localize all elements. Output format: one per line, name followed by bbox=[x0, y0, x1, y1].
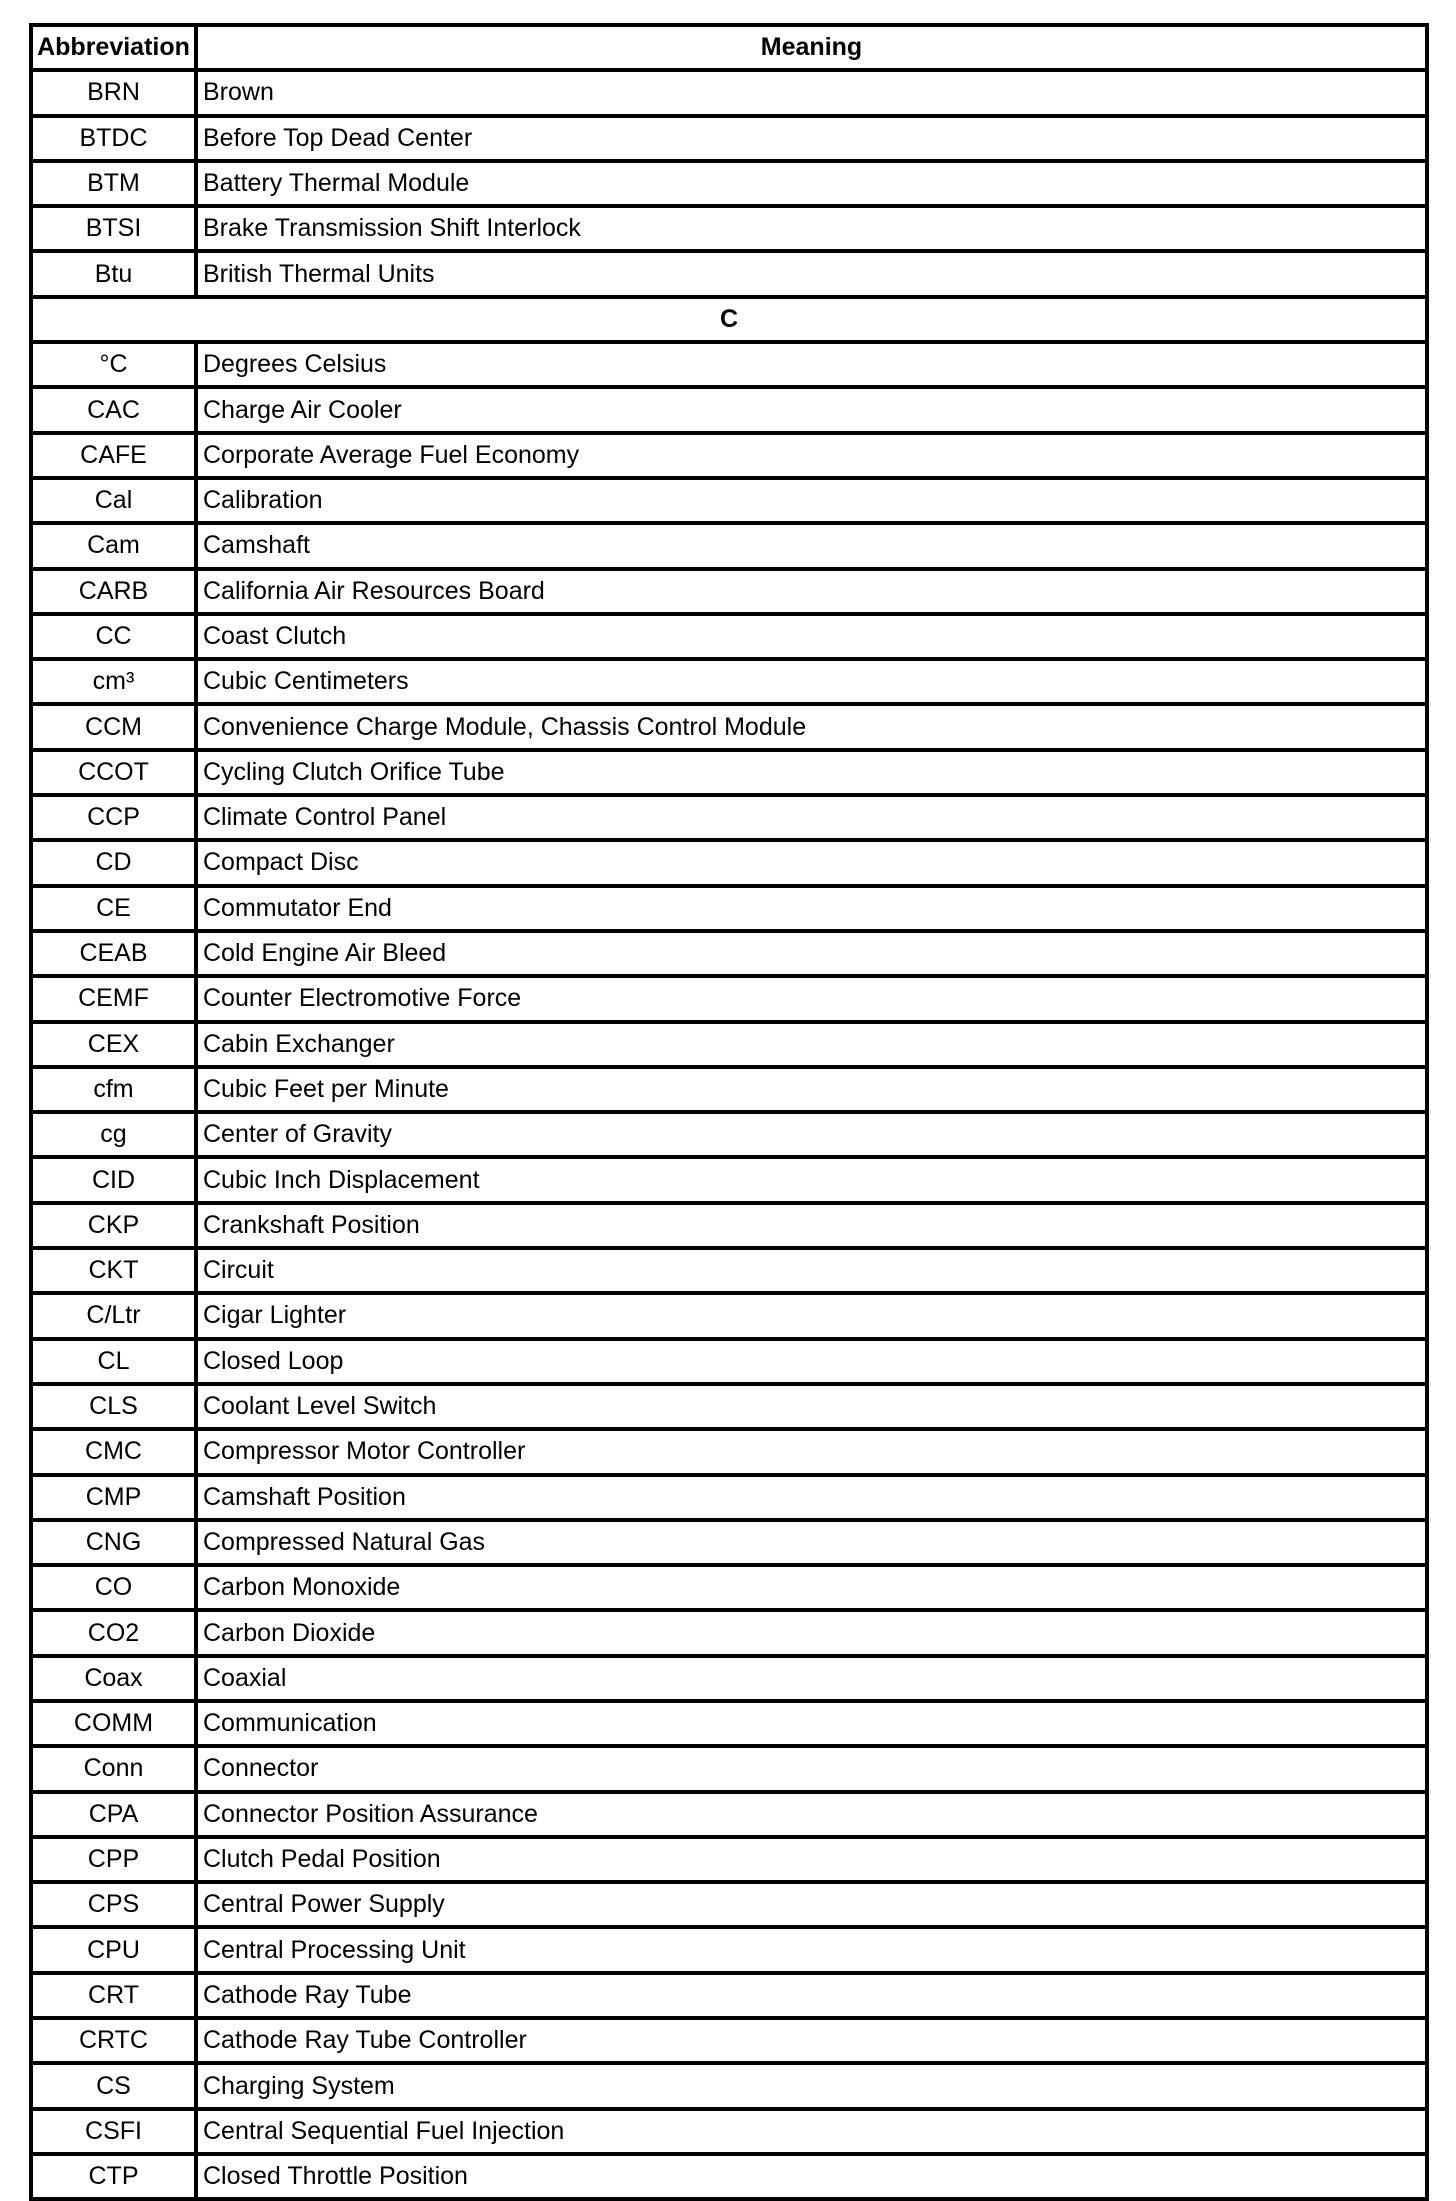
meaning-cell: Charging System bbox=[196, 2063, 1427, 2108]
table-row bbox=[31, 478, 1427, 523]
abbreviation-cell: CPS bbox=[31, 1882, 196, 1927]
abbreviation-cell: CID bbox=[31, 1157, 196, 1202]
table-row bbox=[31, 1792, 1427, 1837]
table-row bbox=[31, 523, 1427, 568]
table-row bbox=[31, 659, 1427, 704]
meaning-cell: Coaxial bbox=[196, 1656, 1427, 1701]
table-row bbox=[31, 161, 1427, 206]
meaning-cell: Compressed Natural Gas bbox=[196, 1520, 1427, 1565]
abbreviation-cell: CCM bbox=[31, 704, 196, 749]
abbreviation-cell: CMC bbox=[31, 1429, 196, 1474]
table-row bbox=[31, 387, 1427, 432]
abbreviation-table bbox=[29, 23, 1429, 2201]
meaning-cell: Circuit bbox=[196, 1248, 1427, 1293]
table-row bbox=[31, 1656, 1427, 1701]
abbreviation-cell: C/Ltr bbox=[31, 1293, 196, 1338]
meaning-cell: Compact Disc bbox=[196, 840, 1427, 885]
meaning-cell: Connector Position Assurance bbox=[196, 1792, 1427, 1837]
abbreviation-cell: CTP bbox=[31, 2154, 196, 2199]
table-row bbox=[31, 1927, 1427, 1972]
abbreviation-cell: Btu bbox=[31, 251, 196, 296]
meaning-cell: Brown bbox=[196, 70, 1427, 115]
table-row bbox=[31, 206, 1427, 251]
table-row bbox=[31, 1203, 1427, 1248]
table-row bbox=[31, 1565, 1427, 1610]
section-header-row bbox=[31, 297, 1427, 342]
table-row bbox=[31, 840, 1427, 885]
table-row bbox=[31, 1746, 1427, 1791]
table-row bbox=[31, 1475, 1427, 1520]
table-row bbox=[31, 342, 1427, 387]
abbreviation-cell: CAC bbox=[31, 387, 196, 432]
abbreviation-cell: CPU bbox=[31, 1927, 196, 1972]
table-row bbox=[31, 1837, 1427, 1882]
abbreviation-cell: Conn bbox=[31, 1746, 196, 1791]
meaning-cell: Camshaft Position bbox=[196, 1475, 1427, 1520]
table-row bbox=[31, 1429, 1427, 1474]
table-row bbox=[31, 70, 1427, 115]
table-row bbox=[31, 569, 1427, 614]
meaning-cell: Center of Gravity bbox=[196, 1112, 1427, 1157]
meaning-cell: Compressor Motor Controller bbox=[196, 1429, 1427, 1474]
abbreviation-cell: CC bbox=[31, 614, 196, 659]
meaning-cell: Commutator End bbox=[196, 886, 1427, 931]
abbreviation-cell: CRTC bbox=[31, 2018, 196, 2063]
table-row bbox=[31, 251, 1427, 296]
meaning-cell: Central Power Supply bbox=[196, 1882, 1427, 1927]
abbreviation-cell: CAFE bbox=[31, 433, 196, 478]
abbreviation-cell: Cal bbox=[31, 478, 196, 523]
table-row bbox=[31, 976, 1427, 1021]
table-header-row bbox=[31, 25, 1427, 70]
table-row bbox=[31, 1701, 1427, 1746]
abbreviation-cell: CMP bbox=[31, 1475, 196, 1520]
meaning-cell: British Thermal Units bbox=[196, 251, 1427, 296]
meaning-cell: Closed Loop bbox=[196, 1339, 1427, 1384]
table-row bbox=[31, 614, 1427, 659]
section-letter: C bbox=[31, 297, 1427, 342]
meaning-cell: Charge Air Cooler bbox=[196, 387, 1427, 432]
abbreviation-cell: BTSI bbox=[31, 206, 196, 251]
abbreviation-cell: CO2 bbox=[31, 1610, 196, 1655]
abbreviation-column-header: Abbreviation bbox=[31, 25, 196, 70]
table-row bbox=[31, 1973, 1427, 2018]
table-row bbox=[31, 1384, 1427, 1429]
abbreviation-cell: BRN bbox=[31, 70, 196, 115]
abbreviation-cell: °C bbox=[31, 342, 196, 387]
meaning-cell: Brake Transmission Shift Interlock bbox=[196, 206, 1427, 251]
meaning-cell: Degrees Celsius bbox=[196, 342, 1427, 387]
table-row bbox=[31, 1157, 1427, 1202]
meaning-cell: Convenience Charge Module, Chassis Control Module bbox=[196, 704, 1427, 749]
table-row bbox=[31, 1067, 1427, 1112]
table-row bbox=[31, 886, 1427, 931]
abbreviation-cell: CSFI bbox=[31, 2109, 196, 2154]
table-row bbox=[31, 1339, 1427, 1384]
meaning-cell: Cathode Ray Tube Controller bbox=[196, 2018, 1427, 2063]
table-row bbox=[31, 116, 1427, 161]
abbreviation-cell: CKT bbox=[31, 1248, 196, 1293]
meaning-cell: Central Sequential Fuel Injection bbox=[196, 2109, 1427, 2154]
meaning-cell: Before Top Dead Center bbox=[196, 116, 1427, 161]
abbreviation-cell: CEMF bbox=[31, 976, 196, 1021]
abbreviation-cell: Coax bbox=[31, 1656, 196, 1701]
meaning-cell: Cold Engine Air Bleed bbox=[196, 931, 1427, 976]
meaning-cell: California Air Resources Board bbox=[196, 569, 1427, 614]
meaning-cell: Central Processing Unit bbox=[196, 1927, 1427, 1972]
abbreviation-cell: CEX bbox=[31, 1022, 196, 1067]
meaning-cell: Cubic Centimeters bbox=[196, 659, 1427, 704]
table-row bbox=[31, 1248, 1427, 1293]
meaning-cell: Camshaft bbox=[196, 523, 1427, 568]
abbreviation-cell: CD bbox=[31, 840, 196, 885]
table-row bbox=[31, 1112, 1427, 1157]
abbreviation-cell: CKP bbox=[31, 1203, 196, 1248]
table-row bbox=[31, 1520, 1427, 1565]
meaning-cell: Climate Control Panel bbox=[196, 795, 1427, 840]
abbreviation-cell: COMM bbox=[31, 1701, 196, 1746]
meaning-cell: Counter Electromotive Force bbox=[196, 976, 1427, 1021]
meaning-cell: Carbon Dioxide bbox=[196, 1610, 1427, 1655]
abbreviation-cell: CEAB bbox=[31, 931, 196, 976]
meaning-cell: Connector bbox=[196, 1746, 1427, 1791]
abbreviation-cell: CNG bbox=[31, 1520, 196, 1565]
table-row bbox=[31, 433, 1427, 478]
meaning-cell: Cigar Lighter bbox=[196, 1293, 1427, 1338]
table-row bbox=[31, 2154, 1427, 2199]
abbreviation-cell: Cam bbox=[31, 523, 196, 568]
table-row bbox=[31, 1882, 1427, 1927]
table-row bbox=[31, 1293, 1427, 1338]
meaning-cell: Clutch Pedal Position bbox=[196, 1837, 1427, 1882]
abbreviation-cell: BTDC bbox=[31, 116, 196, 161]
meaning-cell: Cycling Clutch Orifice Tube bbox=[196, 750, 1427, 795]
meaning-cell: Coolant Level Switch bbox=[196, 1384, 1427, 1429]
abbreviation-cell: cg bbox=[31, 1112, 196, 1157]
meaning-cell: Cubic Feet per Minute bbox=[196, 1067, 1427, 1112]
table-row bbox=[31, 750, 1427, 795]
abbreviation-cell: CPP bbox=[31, 1837, 196, 1882]
abbreviation-cell: CL bbox=[31, 1339, 196, 1384]
abbreviation-cell: cfm bbox=[31, 1067, 196, 1112]
meaning-cell: Cabin Exchanger bbox=[196, 1022, 1427, 1067]
meaning-column-header: Meaning bbox=[196, 25, 1427, 70]
meaning-cell: Communication bbox=[196, 1701, 1427, 1746]
abbreviation-cell: CPA bbox=[31, 1792, 196, 1837]
table-row bbox=[31, 1022, 1427, 1067]
table-row bbox=[31, 795, 1427, 840]
meaning-cell: Crankshaft Position bbox=[196, 1203, 1427, 1248]
meaning-cell: Corporate Average Fuel Economy bbox=[196, 433, 1427, 478]
table-row bbox=[31, 1610, 1427, 1655]
abbreviation-cell: CRT bbox=[31, 1973, 196, 2018]
abbreviation-cell: CARB bbox=[31, 569, 196, 614]
meaning-cell: Coast Clutch bbox=[196, 614, 1427, 659]
meaning-cell: Closed Throttle Position bbox=[196, 2154, 1427, 2199]
abbreviation-cell: CO bbox=[31, 1565, 196, 1610]
abbreviation-cell: BTM bbox=[31, 161, 196, 206]
table-body bbox=[31, 70, 1427, 2199]
abbreviation-cell: CS bbox=[31, 2063, 196, 2108]
table-row bbox=[31, 2063, 1427, 2108]
abbreviation-cell: CLS bbox=[31, 1384, 196, 1429]
table-row bbox=[31, 2018, 1427, 2063]
abbreviation-cell: CCP bbox=[31, 795, 196, 840]
abbreviation-cell: CE bbox=[31, 886, 196, 931]
meaning-cell: Carbon Monoxide bbox=[196, 1565, 1427, 1610]
table-row bbox=[31, 704, 1427, 749]
abbreviation-cell: CCOT bbox=[31, 750, 196, 795]
table-row bbox=[31, 2109, 1427, 2154]
table-row bbox=[31, 931, 1427, 976]
meaning-cell: Battery Thermal Module bbox=[196, 161, 1427, 206]
meaning-cell: Cathode Ray Tube bbox=[196, 1973, 1427, 2018]
meaning-cell: Cubic Inch Displacement bbox=[196, 1157, 1427, 1202]
abbreviation-cell: cm³ bbox=[31, 659, 196, 704]
meaning-cell: Calibration bbox=[196, 478, 1427, 523]
